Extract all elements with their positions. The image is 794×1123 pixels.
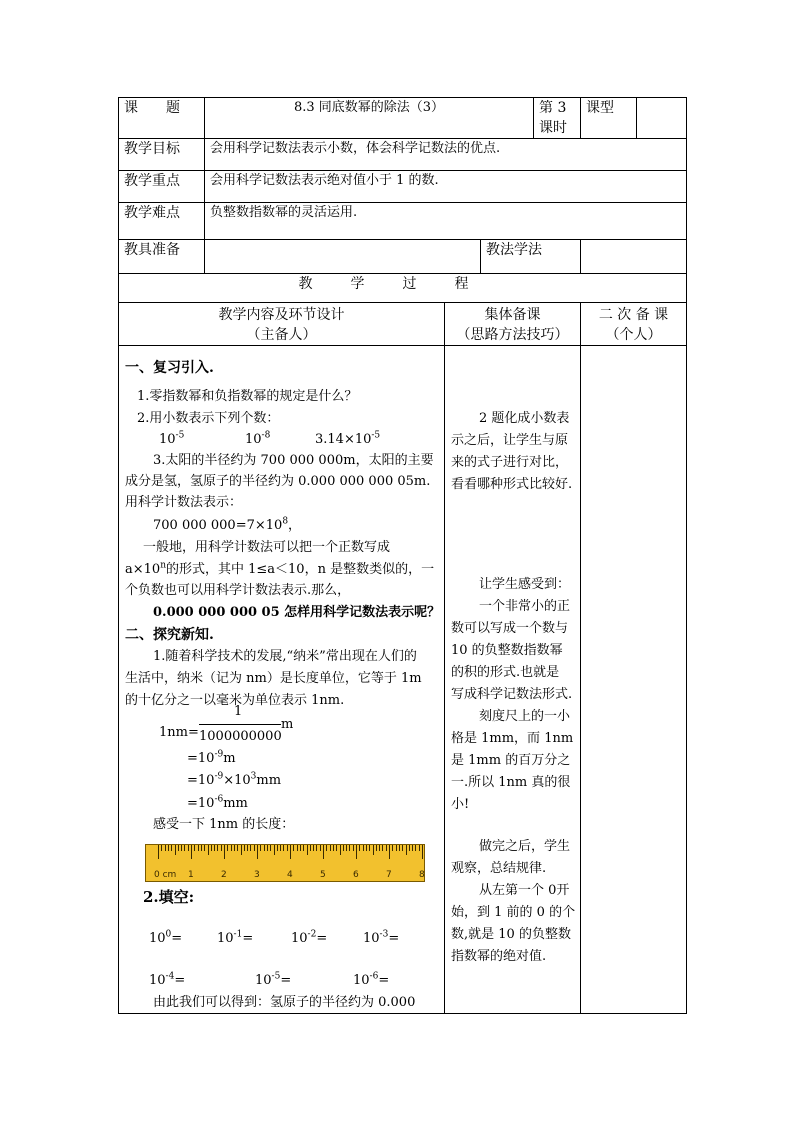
nm-fraction-denominator: 1000000000 (199, 729, 282, 744)
row-tools (119, 240, 687, 274)
nm-fraction-bar (199, 724, 281, 725)
note-3-line-3: 是 1mm 的百万分之 (451, 753, 571, 768)
ruler-tick (379, 845, 380, 851)
ruler-tick (227, 845, 228, 851)
note-4-line-6: 指数幂的绝对值. (451, 949, 547, 964)
ruler-label: 1 (188, 870, 194, 880)
ruler-label: 4 (287, 870, 293, 880)
ruler-label: 5 (320, 870, 326, 880)
ruler-image (145, 844, 425, 882)
ruler-tick (241, 845, 242, 855)
ruler-tick (254, 845, 255, 851)
row-difficulty (119, 203, 687, 240)
note-2-line-6: 写成科学记数法形式. (451, 687, 573, 702)
ruler-tick (178, 845, 179, 851)
note-4-line-2: 观察，总结规律. (451, 861, 547, 876)
ruler-tick (224, 845, 225, 859)
note-2-line-1: 让学生感受到： (479, 577, 571, 592)
ruler-tick (412, 845, 413, 851)
ruler-tick (369, 845, 370, 851)
group-notes (445, 346, 580, 1013)
note-3-line-2: 格是 1mm，而 1nm (451, 731, 574, 746)
row-goal (119, 139, 687, 171)
note-1-line-1: 2 题化成小数表 (479, 411, 570, 426)
ruler-tick (191, 845, 192, 859)
type-label: 课型 (581, 98, 637, 139)
ruler-tick (392, 845, 393, 851)
ruler-tick (402, 845, 403, 851)
section-review-title: 一、复习引入. (125, 360, 214, 376)
ruler-tick (363, 845, 364, 851)
ruler-tick (231, 845, 232, 851)
nm-unit: m (281, 717, 294, 732)
ruler-tick (280, 845, 281, 851)
feel-line: 感受一下 1nm 的长度： (153, 817, 295, 832)
row-body (119, 346, 687, 1014)
note-3-line-1: 刻度尺上的一小 (479, 709, 571, 724)
note-4-line-3: 从左第一个 0开 (479, 883, 570, 898)
ruler-tick (211, 845, 212, 851)
ruler-tick (204, 845, 205, 851)
row-key (119, 171, 687, 203)
ruler-tick (406, 845, 407, 855)
ruler-label: 2 (221, 870, 227, 880)
note-4-line-1: 做完之后，学生 (479, 839, 571, 854)
question-3-line-1: 3.太阳的半径约为 700 000 000m，太阳的主要 (153, 453, 434, 468)
goal-label: 教学目标 (119, 139, 205, 171)
note-4-line-5: 数,就是 10 的负整数 (451, 927, 571, 942)
ruler-tick (237, 845, 238, 851)
difficulty-value: 负整数指数幂的灵活运用. (205, 203, 687, 240)
col-group-head-2: （思路方法技巧） (456, 327, 569, 343)
ruler-tick (373, 845, 374, 855)
tools-value (205, 240, 481, 274)
ruler-tick (208, 845, 209, 855)
ruler-tick (303, 845, 304, 851)
ruler-tick (326, 845, 327, 851)
ruler-tick (323, 845, 324, 859)
ruler-tick (376, 845, 377, 851)
ruler-tick (270, 845, 271, 851)
ruler-tick (175, 845, 176, 855)
ruler-tick (346, 845, 347, 851)
topic-value: 8.3 同底数幂的除法（3） (205, 98, 534, 139)
ruler-tick (283, 845, 284, 851)
lesson-plan-table (118, 97, 687, 1014)
key-label: 教学重点 (119, 171, 205, 203)
ruler-tick (333, 845, 334, 851)
question-2: 2.用小数表示下列个数： (137, 411, 280, 426)
ruler-tick (201, 845, 202, 851)
fill-item-5: $10^{-4}=$ (149, 971, 186, 988)
note-1-line-3: 来的式子进行对比， (451, 455, 569, 470)
conclusion-line: 由此我们可以得到：氢原子的半径约为 0.000 (153, 995, 416, 1010)
method-value (581, 240, 687, 274)
q2-item-a: $10^{-5}$ (159, 430, 185, 447)
question-1: 1.零指数幂和负指数幂的规定是什么？ (137, 389, 358, 404)
ruler-tick (158, 845, 159, 859)
ruler-tick (161, 845, 162, 851)
row-topic (119, 98, 687, 139)
fill-item-1: $10^0=$ (149, 929, 183, 946)
group-notes-cell (445, 346, 581, 1014)
col-content-head (119, 303, 445, 346)
equation-sun-radius: 700 000 $000=7\times 10^8$， (153, 516, 302, 533)
main-content-cell (119, 346, 445, 1014)
ruler-tick (386, 845, 387, 851)
method-label: 教法学法 (481, 240, 581, 274)
general-line-1: 一般地，用科学计数法可以把一个正数写成 (143, 540, 391, 555)
ruler-tick (356, 845, 357, 859)
col-personal-head-1: 二 次 备 课 (598, 307, 669, 323)
q2-item-b: $10^{-8}$ (245, 430, 271, 447)
fill-item-3: $10^{-2}=$ (291, 929, 328, 946)
col-group-head (445, 303, 581, 346)
note-1-line-2: 示之后，让学生与原 (451, 433, 569, 448)
ruler-tick (382, 845, 383, 851)
ruler-tick (399, 845, 400, 851)
ruler-tick (340, 845, 341, 855)
col-content-head-1: 教学内容及环节设计 (218, 307, 345, 323)
ruler-tick (320, 845, 321, 851)
note-2-line-2: 一个非常小的正 (479, 599, 571, 614)
tools-label: 教具准备 (119, 240, 205, 274)
ruler-tick (330, 845, 331, 851)
ruler-tick (293, 845, 294, 851)
ruler-tick (184, 845, 185, 851)
ruler-tick (419, 845, 420, 851)
ruler-label: 3 (254, 870, 260, 880)
ruler-tick (247, 845, 248, 851)
general-line-2: $a\times 10^n$的形式，其中 1≤a＜10，n 是整数类似的，一 (125, 560, 435, 577)
nano-line-3: 的十亿分之一以毫米为单位表示 1nm. (125, 693, 345, 708)
ruler-tick (198, 845, 199, 851)
ruler-tick (221, 845, 222, 851)
ruler-tick (415, 845, 416, 851)
col-personal-head (581, 303, 687, 346)
ruler-tick (422, 845, 423, 859)
ruler-tick (290, 845, 291, 859)
fill-item-4: $10^{-3}=$ (363, 929, 400, 946)
note-2-line-4: 10 的负整数指数幂 (451, 643, 563, 658)
row-column-heads (119, 303, 687, 346)
note-3-line-5: 小! (451, 797, 470, 812)
fill-item-6: $10^{-5}=$ (255, 971, 292, 988)
topic-label: 课 题 (119, 98, 205, 139)
ruler-tick (244, 845, 245, 851)
note-3-line-4: 一.所以 1nm 真的很 (451, 775, 571, 790)
fill-item-7: $10^{-6}=$ (353, 971, 390, 988)
ruler-tick (267, 845, 268, 851)
ruler-tick (194, 845, 195, 851)
nm-lhs: 1nm= (159, 725, 199, 740)
ruler-tick (359, 845, 360, 851)
ruler-label: 6 (353, 870, 359, 880)
type-value (637, 98, 687, 139)
fill-in-title: 2.填空: (143, 888, 195, 906)
nm-equation-1: $=10^{-9}m$ (187, 749, 236, 766)
row-process-title (119, 274, 687, 303)
note-4-line-4: 始，到 1 前的 0 的个 (451, 905, 576, 920)
ruler-tick (165, 845, 166, 851)
ruler-label: 0 cm (154, 870, 177, 880)
ruler-tick (409, 845, 410, 851)
ruler-tick (343, 845, 344, 851)
ruler-tick (310, 845, 311, 851)
ruler-tick (349, 845, 350, 851)
personal-notes-cell (581, 346, 687, 1014)
ruler-tick (336, 845, 337, 851)
process-title: 教学过程 (119, 274, 687, 303)
ruler-tick (316, 845, 317, 851)
goal-value: 会用科学记数法表示小数，体会科学记数法的优点. (205, 139, 687, 171)
personal-notes (581, 346, 686, 1013)
col-personal-head-2: （个人） (605, 327, 662, 343)
note-2-line-3: 数可以写成一个数与 (451, 621, 569, 636)
ruler-tick (188, 845, 189, 851)
question-3-line-2: 成分是氢，氢原子的半径约为 0.000 000 000 05m. (125, 474, 431, 489)
bold-question: 0.000 000 000 05 怎样用科学记数法表示呢？ (153, 605, 441, 620)
ruler-tick (274, 845, 275, 855)
ruler-tick (396, 845, 397, 851)
ruler-label: 7 (386, 870, 392, 880)
ruler-tick (313, 845, 314, 851)
ruler-tick (300, 845, 301, 851)
question-3-line-3: 用科学计数法表示： (125, 495, 243, 510)
ruler-tick (287, 845, 288, 851)
ruler-tick (389, 845, 390, 859)
ruler-tick (297, 845, 298, 851)
main-content (119, 346, 444, 1013)
section-explore-title: 二、探究新知. (125, 627, 214, 643)
period-value: 第 3 课时 (534, 98, 581, 139)
ruler-tick (366, 845, 367, 851)
ruler-tick (234, 845, 235, 851)
q2-item-c: $3.14\times 10^{-5}$ (315, 430, 381, 447)
col-content-head-2: （主备人） (246, 327, 317, 343)
nano-line-2: 生活中，纳米（记为 nm）是长度单位，它等于 1m (125, 671, 422, 686)
col-group-head-1: 集体备课 (484, 307, 541, 323)
ruler-tick (260, 845, 261, 851)
ruler-tick (214, 845, 215, 851)
nm-equation-2: $=10^{-9}\times 10^3mm$ (187, 771, 282, 788)
fill-item-2: $10^{-1}=$ (217, 929, 254, 946)
note-1-line-4: 看看哪种形式比较好. (451, 477, 573, 492)
general-line-3: 个负数也可以用科学计数法表示.那么， (125, 583, 351, 598)
ruler-tick (307, 845, 308, 855)
nm-fraction-numerator: 1 (234, 704, 243, 719)
nm-equation-3: $=10^{-6}mm$ (187, 794, 248, 811)
ruler-tick (250, 845, 251, 851)
ruler-tick (168, 845, 169, 851)
note-2-line-5: 的积的形式.也就是 (451, 665, 560, 680)
nano-line-1: 1.随着科学技术的发展,“纳米”常出现在人们的 (153, 649, 417, 664)
ruler-tick (277, 845, 278, 851)
ruler-tick (217, 845, 218, 851)
ruler-tick (353, 845, 354, 851)
ruler-label: 8 (419, 870, 425, 880)
ruler-tick (181, 845, 182, 851)
key-value: 会用科学记数法表示绝对值小于 1 的数. (205, 171, 687, 203)
ruler-tick (264, 845, 265, 851)
ruler-tick (171, 845, 172, 851)
difficulty-label: 教学难点 (119, 203, 205, 240)
ruler-tick (257, 845, 258, 859)
